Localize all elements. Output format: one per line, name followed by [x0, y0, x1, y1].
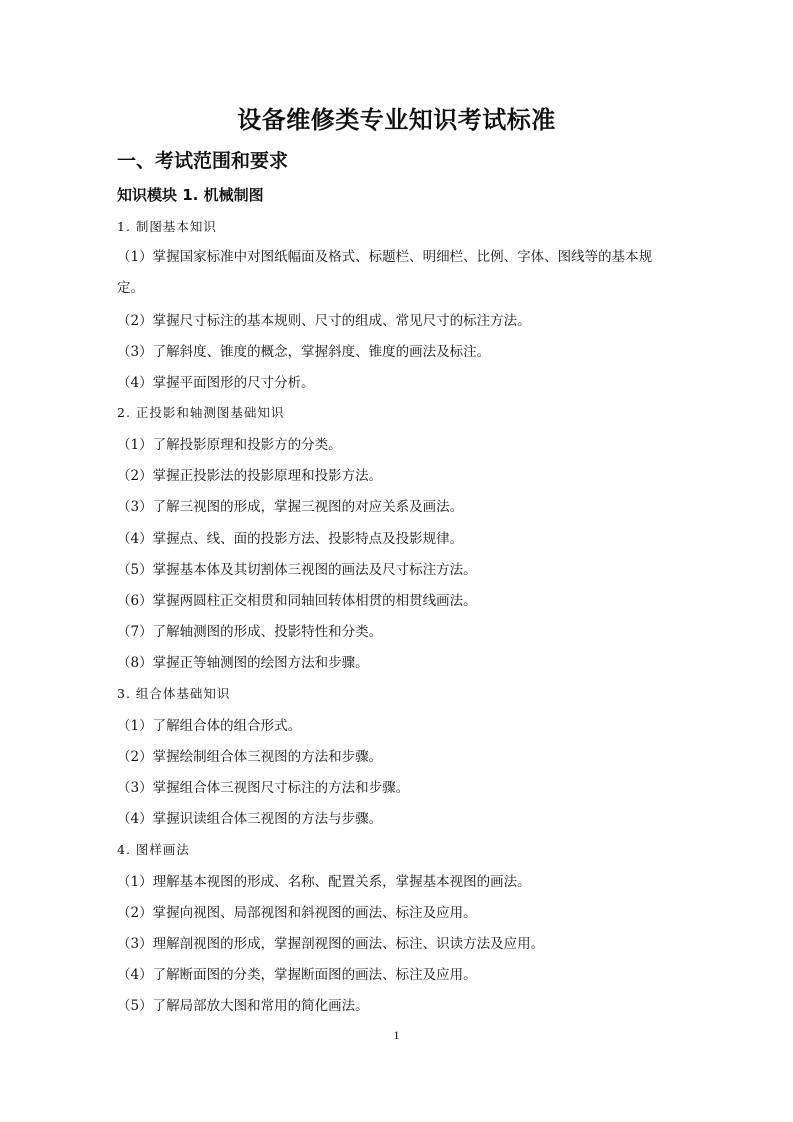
list-item: （7）了解轴测图的形成、投影特性和分类。 — [117, 624, 383, 640]
list-item: （2）掌握向视图、局部视图和斜视图的画法、标注及应用。 — [117, 905, 477, 921]
subsection-heading: 2. 正投影和轴测图基础知识 — [117, 405, 285, 420]
list-item: （4）掌握平面图形的尺寸分析。 — [117, 375, 315, 391]
list-item: （2）掌握绘制组合体三视图的方法和步骤。 — [117, 749, 383, 765]
list-item: （5）了解局部放大图和常用的简化画法。 — [117, 998, 369, 1014]
list-item: （6）掌握两圆柱正交相贯和同轴回转体相贯的相贯线画法。 — [117, 593, 477, 609]
list-item: （1）了解组合体的组合形式。 — [117, 718, 302, 734]
list-item: （5）掌握基本体及其切割体三视图的画法及尺寸标注方法。 — [117, 562, 477, 578]
list-item: （4）掌握点、线、面的投影方法、投影特点及投影规律。 — [117, 531, 464, 547]
list-item: （4）掌握识读组合体三视图的方法与步骤。 — [117, 811, 383, 827]
list-item: （1）掌握国家标准中对图纸幅面及格式、标题栏、明细栏、比例、字体、图线等的基本规 — [117, 249, 653, 265]
subsection-heading: 4. 图样画法 — [117, 842, 190, 857]
list-item: （3）了解斜度、锥度的概念，掌握斜度、锥度的画法及标注。 — [117, 344, 491, 360]
section-heading: 一、考试范围和要求 — [117, 150, 289, 172]
list-item: （1）理解基本视图的形成、名称、配置关系，掌握基本视图的画法。 — [117, 874, 531, 890]
document-title: 设备维修类专业知识考试标准 — [237, 106, 556, 134]
list-item-continuation: 定。 — [117, 280, 144, 296]
page-number: 1 — [393, 1028, 400, 1042]
subsection-heading: 3. 组合体基础知识 — [117, 686, 231, 701]
list-item: （3）掌握组合体三视图尺寸标注的方法和步骤。 — [117, 780, 410, 796]
list-item: （4）了解断面图的分类，掌握断面图的画法、标注及应用。 — [117, 967, 477, 983]
module-heading: 知识模块 1. 机械制图 — [117, 186, 264, 204]
list-item: （8）掌握正等轴测图的绘图方法和步骤。 — [117, 655, 369, 671]
list-item: （1）了解投影原理和投影方的分类。 — [117, 437, 342, 453]
list-item: （2）掌握尺寸标注的基本规则、尺寸的组成、常见尺寸的标注方法。 — [117, 313, 531, 329]
subsection-heading: 1. 制图基本知识 — [117, 219, 217, 234]
list-item: （3）了解三视图的形成，掌握三视图的对应关系及画法。 — [117, 499, 464, 515]
list-item: （2）掌握正投影法的投影原理和投影方法。 — [117, 468, 383, 484]
list-item: （3）理解剖视图的形成，掌握剖视图的画法、标注、识读方法及应用。 — [117, 936, 545, 952]
